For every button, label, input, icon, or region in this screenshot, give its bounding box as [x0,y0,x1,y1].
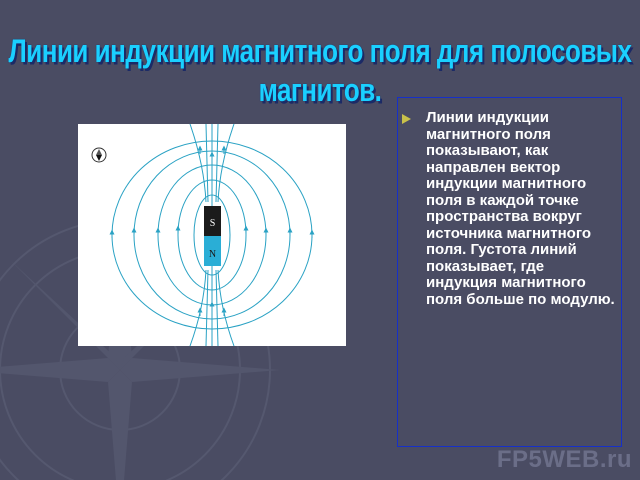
bullet-arrow-icon [402,114,411,124]
compass-needle-icon [92,148,106,162]
magnet-north-label: N [208,249,217,260]
field-lines-diagram [78,124,346,346]
magnet-field-figure [78,124,346,346]
magnet-south-label: S [209,218,216,229]
slide-body-text: Линии индукции магнитного поля показывают, как направлен вектор индукции магнитного поля в каждой точке пространства вокруг источника магнитного поля. Густота линий показывает, где индукция магнитного поля больше по модулю. [426,109,615,308]
slide-title: Линии индукции магнитного поля для полосовых магнитов. [8,32,632,109]
site-watermark: FP5WEB.ru [496,446,632,473]
